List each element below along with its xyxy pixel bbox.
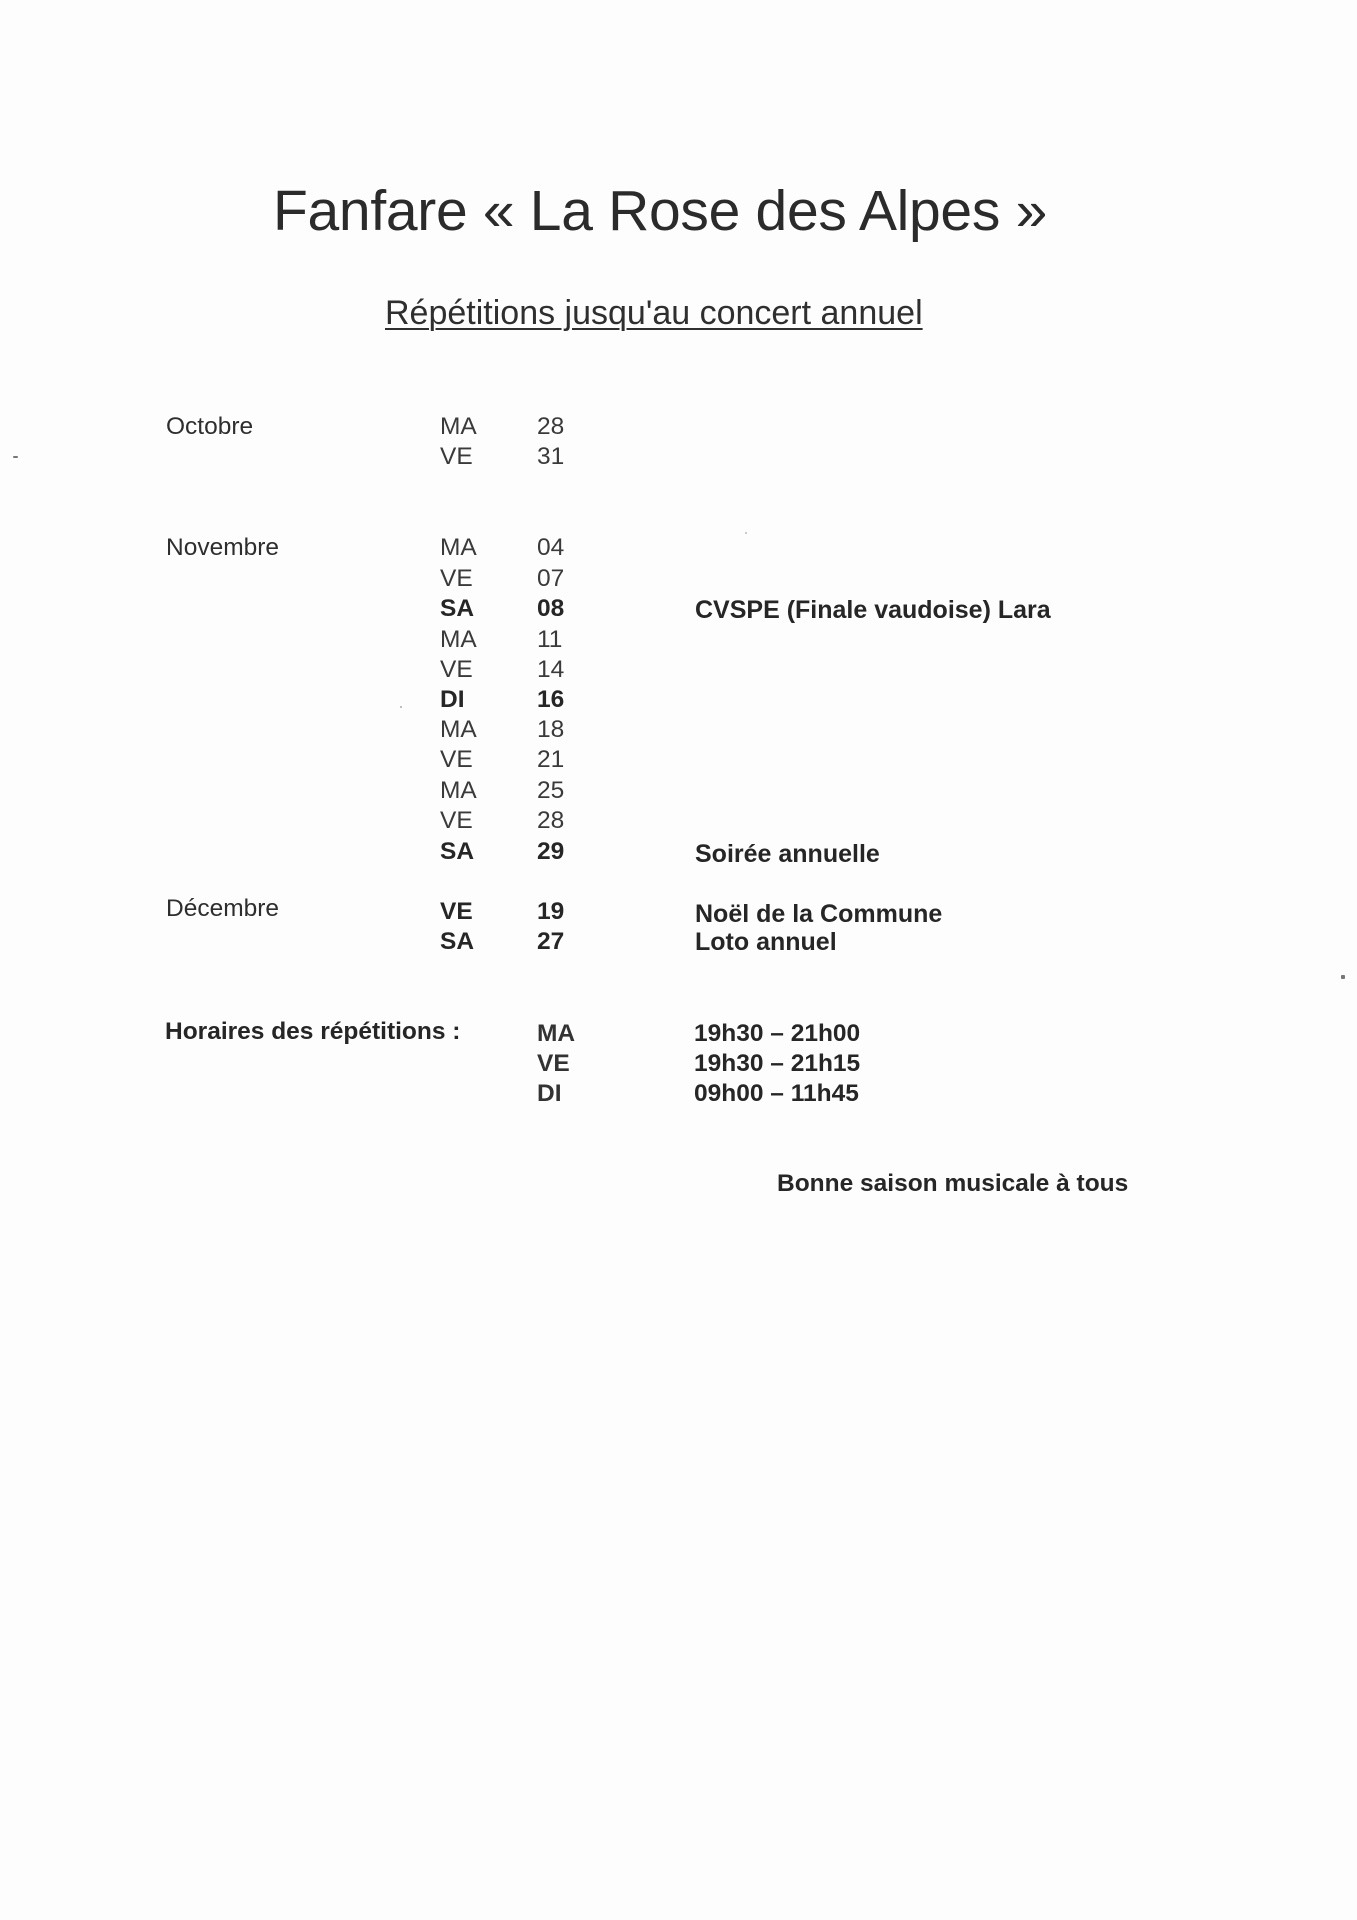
weekday: MA (440, 716, 477, 743)
date: 11 (537, 626, 563, 653)
hours-time: 19h30 – 21h15 (694, 1050, 861, 1077)
date: 27 (537, 928, 565, 955)
month-label-novembre: Novembre (166, 534, 280, 561)
date: 21 (537, 746, 565, 773)
weekday: MA (440, 534, 477, 561)
date: 04 (537, 534, 565, 561)
hours-weekday: VE (537, 1050, 570, 1077)
weekday: MA (440, 626, 477, 653)
weekday: SA (440, 595, 475, 622)
closing-message: Bonne saison musicale à tous (777, 1170, 1129, 1197)
date: 29 (537, 838, 565, 865)
weekday: VE (440, 898, 473, 925)
date: 18 (537, 716, 565, 743)
scan-speck (1341, 975, 1345, 979)
event-label: Loto annuel (695, 928, 837, 956)
event-label: CVSPE (Finale vaudoise) Lara (695, 596, 1051, 624)
weekday: VE (440, 746, 473, 773)
scan-speck (400, 706, 402, 708)
weekday: SA (440, 838, 475, 865)
weekday: VE (440, 565, 473, 592)
weekday: VE (440, 807, 473, 834)
weekday: DI (440, 686, 465, 713)
date: 28 (537, 413, 565, 440)
scan-speck (745, 532, 747, 534)
date: 31 (537, 443, 565, 470)
weekday: VE (440, 656, 473, 683)
weekday: SA (440, 928, 475, 955)
scan-speck (13, 456, 18, 458)
date: 19 (537, 898, 565, 925)
hours-weekday: MA (537, 1020, 576, 1047)
weekday: MA (440, 777, 477, 804)
hours-time: 19h30 – 21h00 (694, 1020, 861, 1047)
date: 28 (537, 807, 565, 834)
date: 08 (537, 595, 565, 622)
weekday: MA (440, 413, 477, 440)
event-label: Noël de la Commune (695, 900, 943, 928)
date: 07 (537, 565, 565, 592)
event-label: Soirée annuelle (695, 840, 880, 868)
hours-weekday: DI (537, 1080, 562, 1107)
month-label-octobre: Octobre (166, 413, 254, 440)
month-label-decembre: Décembre (166, 895, 280, 922)
weekday: VE (440, 443, 473, 470)
hours-time: 09h00 – 11h45 (694, 1080, 859, 1107)
date: 14 (537, 656, 565, 683)
date: 16 (537, 686, 565, 713)
hours-label: Horaires des répétitions : (165, 1018, 461, 1045)
document-subtitle: Répétitions jusqu'au concert annuel (385, 294, 923, 332)
document-title: Fanfare « La Rose des Alpes » (273, 179, 1047, 243)
date: 25 (537, 777, 565, 804)
